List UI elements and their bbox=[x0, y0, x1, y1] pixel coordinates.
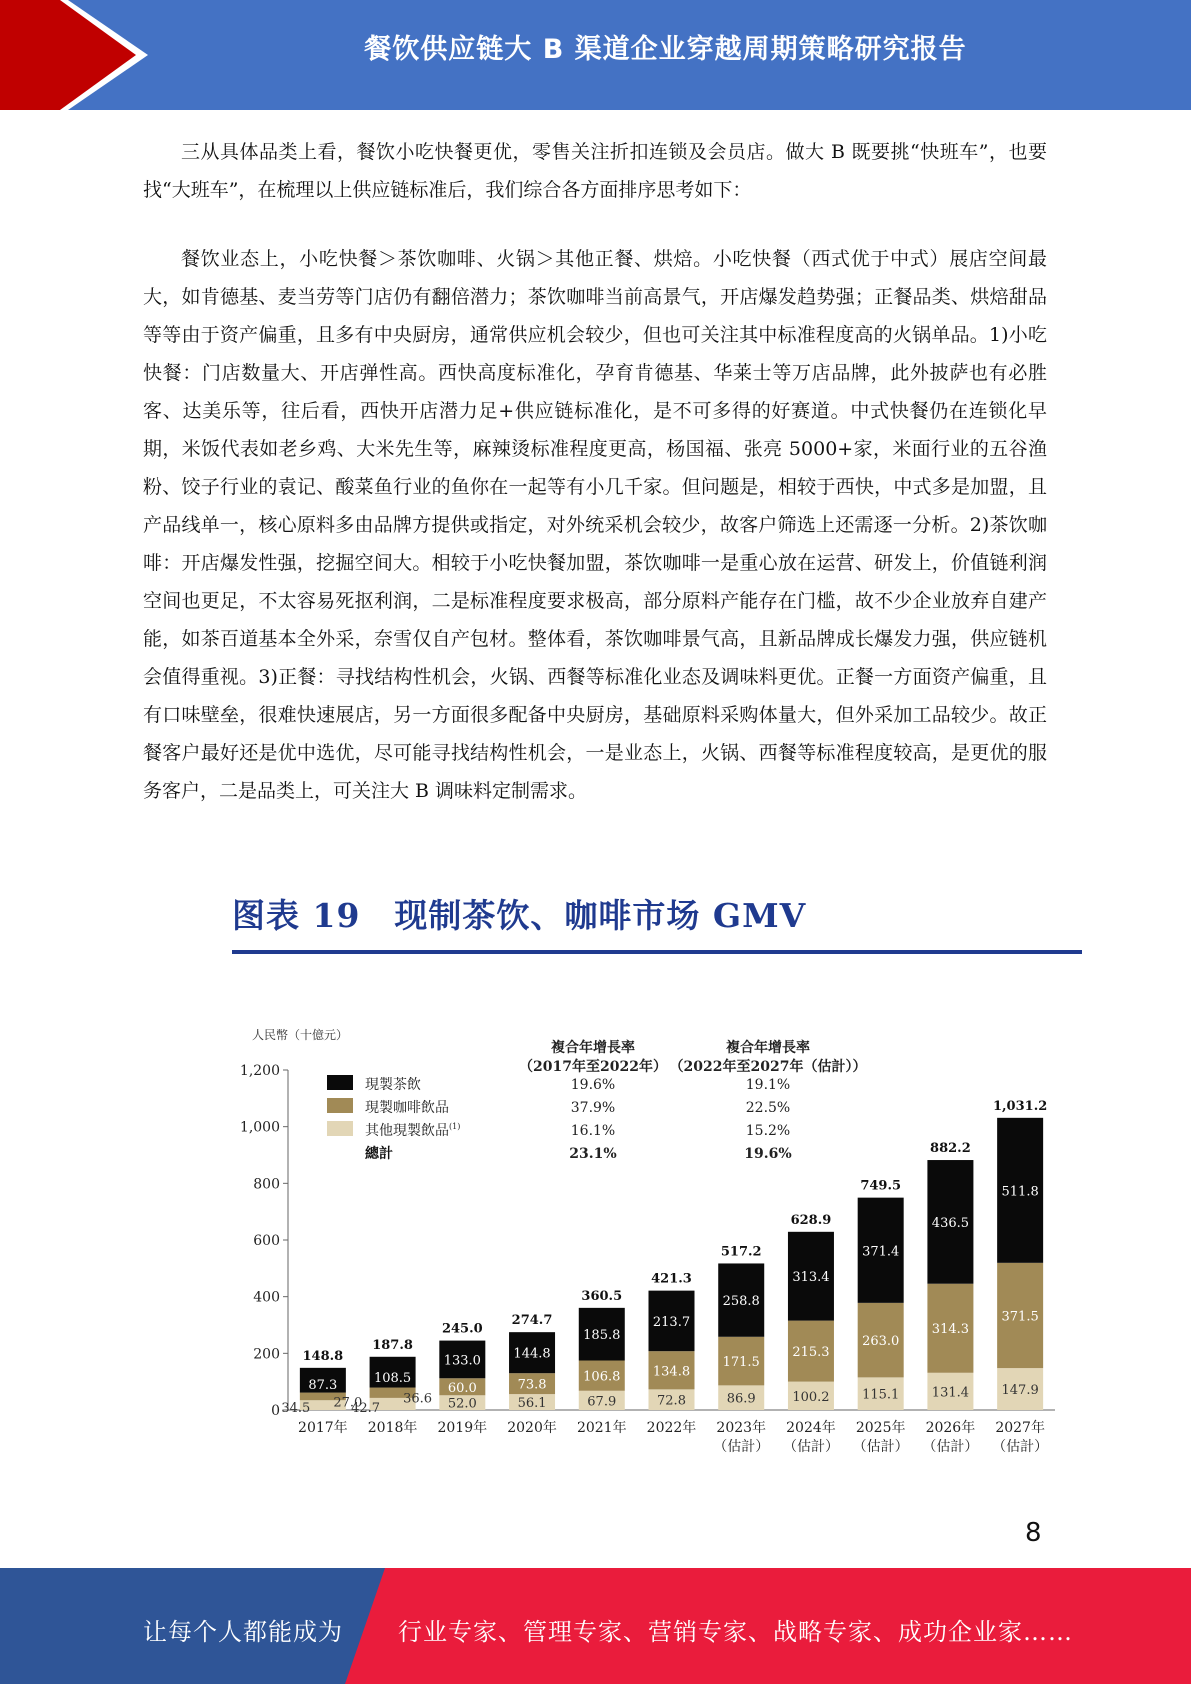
total-label: 187.8 bbox=[372, 1337, 413, 1353]
x-tick-sublabel: （估計） bbox=[852, 1439, 909, 1455]
data-label-coffee: 171.5 bbox=[722, 1355, 760, 1371]
x-tick-sublabel: （估計） bbox=[713, 1439, 770, 1455]
y-tick-label: 400 bbox=[253, 1289, 280, 1306]
header-arrow-decoration bbox=[0, 0, 160, 110]
data-label-tea: 144.8 bbox=[513, 1346, 551, 1362]
x-tick-label: 2024年 bbox=[786, 1420, 836, 1436]
total-label: 628.9 bbox=[790, 1212, 832, 1228]
x-tick-label: 2025年 bbox=[855, 1420, 906, 1436]
data-label-coffee: 371.5 bbox=[1001, 1309, 1039, 1325]
cagr-header-period: （2017年至2022年） bbox=[519, 1059, 667, 1075]
legend-swatch bbox=[327, 1121, 353, 1136]
footer-slogan-right: 行业专家、管理专家、营销专家、战略专家、成功企业家…… bbox=[398, 1618, 1073, 1646]
y-tick-label: 1,000 bbox=[239, 1119, 280, 1136]
figure-title-rule bbox=[232, 950, 1082, 954]
figure-title: 图表 19 现制茶饮、咖啡市场 GMV bbox=[232, 896, 807, 935]
cagr-header: 複合年增長率 bbox=[551, 1040, 635, 1056]
data-label-tea: 511.8 bbox=[1001, 1184, 1039, 1200]
legend-swatch bbox=[327, 1075, 353, 1090]
data-label-coffee: 134.8 bbox=[652, 1364, 691, 1380]
data-label-tea: 436.5 bbox=[931, 1215, 970, 1231]
total-label: 517.2 bbox=[720, 1244, 762, 1260]
x-tick-label: 2023年 bbox=[716, 1420, 767, 1436]
data-label-coffee: 36.6 bbox=[403, 1391, 433, 1407]
total-label: 1,031.2 bbox=[992, 1098, 1048, 1114]
report-title: 餐饮供应链大 B 渠道企业穿越周期策略研究报告 bbox=[364, 34, 967, 65]
data-label-other: 115.1 bbox=[862, 1387, 900, 1403]
cagr-value: 16.1% bbox=[570, 1123, 616, 1139]
y-tick-label: 1,200 bbox=[239, 1063, 280, 1079]
cagr-value: 37.9% bbox=[570, 1100, 616, 1116]
data-label-coffee: 106.8 bbox=[583, 1369, 621, 1385]
data-label-tea: 87.3 bbox=[308, 1377, 338, 1393]
x-tick-label: 2022年 bbox=[646, 1420, 697, 1436]
data-label-other: 67.9 bbox=[587, 1394, 617, 1410]
cagr-header-period: （2022年至2027年（估計）） bbox=[669, 1059, 867, 1075]
y-tick-label: 600 bbox=[253, 1233, 280, 1249]
data-label-tea: 185.8 bbox=[583, 1328, 621, 1344]
total-label: 421.3 bbox=[651, 1271, 692, 1287]
data-label-other: 56.1 bbox=[517, 1396, 547, 1412]
data-label-coffee: 263.0 bbox=[862, 1334, 900, 1350]
x-tick-label: 2026年 bbox=[925, 1420, 976, 1436]
data-label-tea: 213.7 bbox=[652, 1314, 691, 1330]
legend-swatch bbox=[327, 1098, 353, 1113]
cagr-value: 22.5% bbox=[745, 1100, 791, 1116]
page-header bbox=[0, 0, 1191, 110]
x-tick-label: 2018年 bbox=[367, 1420, 418, 1436]
cagr-value: 19.6% bbox=[570, 1077, 616, 1093]
cagr-value: 23.1% bbox=[569, 1146, 617, 1162]
paragraph-2: 餐饮业态上，小吃快餐＞茶饮咖啡、火锅＞其他正餐、烘焙。小吃快餐（西式优于中式）展店空间最大，如肯德基、麦当劳等门店仍有翻倍潜力；茶饮咖啡当前高景气，开店爆发趋势强；正餐品类、烘焙甜品等等由于资产偏重，且多有中央厨房，通常供应机会较少，但也可关注其中标准程度高的火锅单品。1)小吃快餐：门店数量大、开店弹性高。西快高度标准化，孕育肯德基、华莱士等万店品牌，此外披萨也有必胜客、达美乐等，往后看，西快开店潜力足+供应链标准化，是不可多得的好赛道。中式快餐仍在连锁化早期，米饭代表如老乡鸡、大米先生等，麻辣烫标准程度更高，杨国福、张亮 5000+家，米面行业的五谷渔粉、饺子行业的袁记、酸菜鱼行业的鱼你在一起等有小几千家。但问题是，相较于西快，中式多是加盟，且产品线单一，核心原料多由品牌方提供或指定，对外统采机会较少，故客户筛选上还需逐一分析。2)茶饮咖啡：开店爆发性强，挖掘空间大。相较于小吃快餐加盟，茶饮咖啡一是重心放在运营、研发上，价值链利润空间也更足，不太容易死抠利润，二是标准程度要求极高，部分原料产能存在门槛，故不少企业放弃自建产能，如茶百道基本全外采，奈雪仅自产包材。整体看，茶饮咖啡景气高，且新品牌成长爆发力强，供应链机会值得重视。3)正餐：寻找结构性机会，火锅、西餐等标准化业态及调味料更优。正餐一方面资产偏重，且有口味壁垒，很难快速展店，另一方面很多配备中央厨房，基础原料采购体量大，但外采加工品较少。故正餐客户最好还是优中选优，尽可能寻找结构性机会，一是业态上，火锅、西餐等标准程度较高，是更优的服务客户，二是品类上，可关注大 B 调味料定制需求。 bbox=[143, 248, 1047, 802]
y-axis-label: 人民幣（十億元） bbox=[252, 1028, 349, 1042]
total-label: 749.5 bbox=[860, 1178, 902, 1194]
legend-label: 其他現製飲品$^{(1)}$ bbox=[365, 1122, 461, 1139]
paragraph-2-block bbox=[143, 240, 1047, 810]
cagr-header: 複合年增長率 bbox=[726, 1040, 810, 1056]
y-tick-label: 200 bbox=[253, 1346, 280, 1363]
x-tick-sublabel: （估計） bbox=[782, 1439, 839, 1455]
data-label-tea: 371.4 bbox=[862, 1244, 900, 1260]
total-label: 882.2 bbox=[930, 1141, 971, 1157]
legend-label: 現製茶飲 bbox=[365, 1077, 421, 1093]
data-label-coffee: 314.3 bbox=[931, 1322, 970, 1338]
x-tick-label: 2020年 bbox=[507, 1420, 557, 1436]
data-label-other: 52.0 bbox=[447, 1396, 477, 1412]
data-label-coffee: 60.0 bbox=[447, 1380, 477, 1396]
x-tick-label: 2017年 bbox=[298, 1420, 348, 1436]
gmv-stacked-bar-chart bbox=[230, 1015, 1060, 1465]
footer-slogan-left: 让每个人都能成为 bbox=[143, 1618, 343, 1646]
total-label: 245.0 bbox=[441, 1321, 483, 1337]
data-label-other: 42.7 bbox=[351, 1401, 381, 1416]
cagr-value: 15.2% bbox=[745, 1123, 791, 1139]
total-label: 148.8 bbox=[302, 1348, 344, 1364]
total-label: 360.5 bbox=[581, 1288, 623, 1304]
cagr-value: 19.6% bbox=[744, 1146, 792, 1162]
data-label-other: 131.4 bbox=[931, 1385, 970, 1401]
data-label-tea: 133.0 bbox=[443, 1353, 481, 1369]
cagr-value: 19.1% bbox=[745, 1077, 791, 1093]
data-label-other: 147.9 bbox=[1001, 1383, 1039, 1399]
data-label-coffee: 27.0 bbox=[333, 1395, 363, 1411]
page-number: 8 bbox=[1025, 1518, 1042, 1548]
data-label-tea: 258.8 bbox=[722, 1294, 760, 1310]
legend-total-label: 總計 bbox=[365, 1146, 393, 1162]
data-label-coffee: 73.8 bbox=[517, 1377, 547, 1393]
data-label-other: 100.2 bbox=[792, 1389, 830, 1405]
data-label-other: 34.5 bbox=[281, 1401, 311, 1416]
data-label-other: 86.9 bbox=[726, 1391, 756, 1407]
legend-label: 現製咖啡飲品 bbox=[365, 1100, 449, 1116]
data-label-tea: 313.4 bbox=[792, 1270, 830, 1286]
data-label-other: 72.8 bbox=[657, 1393, 686, 1409]
paragraph-1-block bbox=[143, 133, 1047, 209]
y-tick-label: 800 bbox=[253, 1176, 280, 1193]
y-tick-label: 0 bbox=[271, 1403, 280, 1419]
x-tick-label: 2027年 bbox=[995, 1420, 1045, 1436]
x-tick-label: 2021年 bbox=[576, 1420, 627, 1436]
x-tick-sublabel: （估計） bbox=[922, 1439, 979, 1455]
data-label-tea: 108.5 bbox=[373, 1370, 412, 1386]
x-tick-sublabel: （估計） bbox=[992, 1439, 1049, 1455]
paragraph-1: 三从具体品类上看，餐饮小吃快餐更优，零售关注折扣连锁及会员店。做大 B 既要挑“快班车”，也要找“大班车”，在梳理以上供应链标准后，我们综合各方面排序思考如下： bbox=[143, 141, 1047, 201]
total-label: 274.7 bbox=[511, 1313, 553, 1329]
x-tick-label: 2019年 bbox=[437, 1420, 488, 1436]
data-label-coffee: 215.3 bbox=[792, 1345, 830, 1361]
